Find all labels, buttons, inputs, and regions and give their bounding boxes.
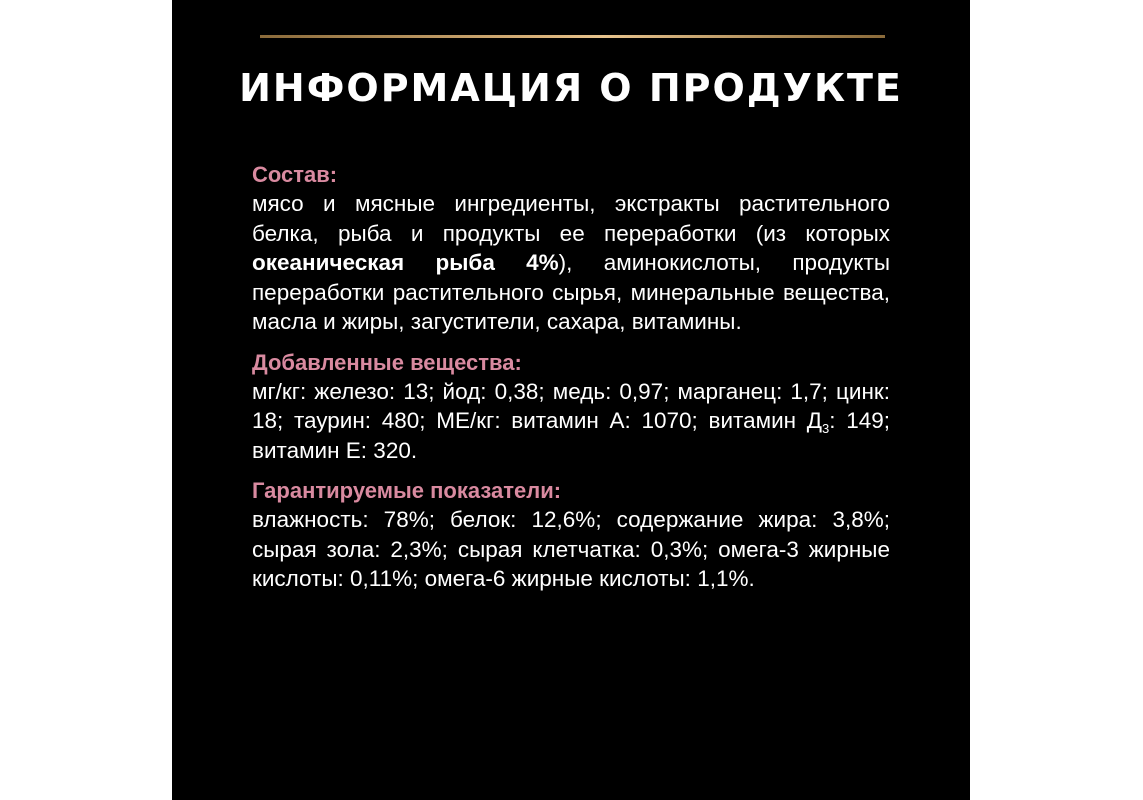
additives-text bbox=[252, 377, 890, 466]
guaranteed-heading: Гарантируемые показатели: bbox=[252, 478, 562, 503]
product-info-panel bbox=[172, 0, 970, 800]
composition-text-end: ), аминокислоты, продукты переработки растительного сырья, минеральные вещества, масла и жиры, загустители, сахара, витамины. bbox=[252, 250, 890, 334]
composition-section bbox=[252, 160, 890, 337]
additives-text-start: мг/кг: железо: 13; йод: 0,38; медь: 0,97; марганец: 1,7; цинк: 18; таурин: 480; МЕ/кг: витамин А: 1070; витамин Д bbox=[252, 378, 890, 433]
gold-divider-line bbox=[260, 35, 885, 38]
additives-section bbox=[252, 348, 890, 466]
page-title: ИНФОРМАЦИЯ О ПРОДУКТЕ bbox=[239, 66, 903, 110]
composition-highlight: океаническая рыба 4% bbox=[252, 250, 559, 275]
guaranteed-section bbox=[252, 476, 890, 594]
additives-heading: Добавленные вещества: bbox=[252, 349, 522, 375]
additives-text-end: : 149; витамин Е: 320. bbox=[252, 408, 891, 463]
composition-text-start: мясо и мясные ингредиенты, экстракты растительного белка, рыба и продукты ее переработки (из которых bbox=[252, 191, 890, 246]
composition-text bbox=[252, 189, 890, 337]
guaranteed-text: влажность: 78%; белок: 12,6%; содержание жира: 3,8%; сырая зола: 2,3%; сырая клетчатка: 0,3%; омега-3 жирные кислоты: 0,11%; омега-6 жирные кислоты: 1,1%. bbox=[252, 507, 890, 591]
composition-heading: Состав: bbox=[252, 162, 338, 187]
additives-subscript: 3 bbox=[822, 421, 830, 436]
product-info-content bbox=[252, 160, 890, 605]
